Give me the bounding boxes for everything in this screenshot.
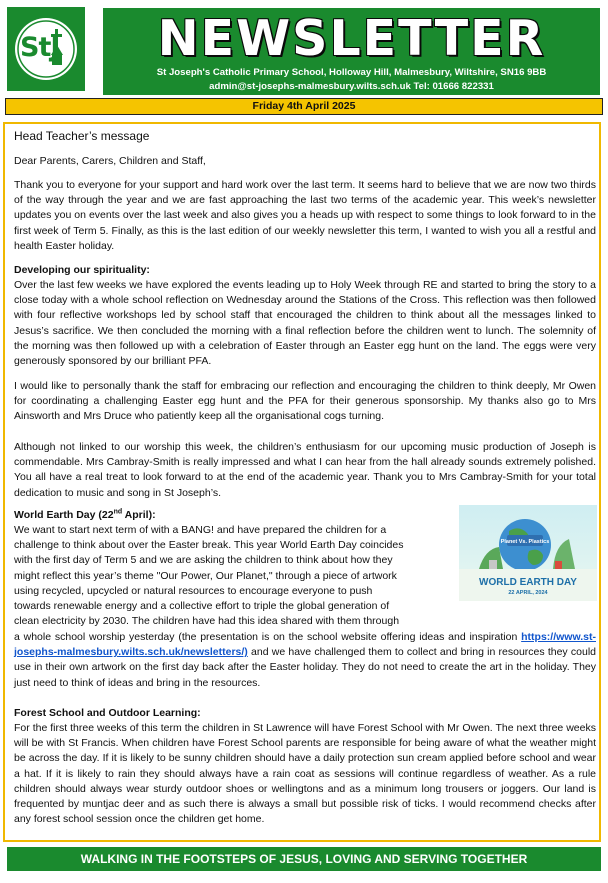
spirituality-paragraph-1: Over the last few weeks we have explored the events leading up to Holy Week through RE and started to bring the story to a close today with a whole school reflection on Wednesday around the Stations of the Cross. This reflection was then followed with four reflective workshops led by school staff that encouraged the children to think about all the messages linked to Jesus’s sacrifice. We then concluded the morning with a final reflection before the children went to lunch. The solemnity of the morning was then followed up with a celebration of Easter through an Easter egg hunt on the land. The eggs were very generously sponsored by our brilliant PFA. — [14, 279, 596, 368]
newsletter-body — [3, 122, 601, 842]
newsletter-title: NEWSLETTER — [157, 10, 546, 67]
image-date: 22 APRIL, 2024 — [508, 590, 548, 596]
earth-day-text-after-link: and we have challenged them to collect and bring in resources they could use in their own artwork on the first day back after the Easter holiday. They do not need to create the art in the holiday. They just need to think of ideas and bring in the resources. — [14, 646, 596, 689]
spirituality-paragraph-3: Although not linked to our worship this week, the children’s enthusiasm for our upcoming music production of Joseph is commendable. Mrs Cambray-Smith is really impressed and what I can hear from the hall already sounds extremely polished. You all have a real treat to look forward to at the end of the academic year. Thank you to Mrs Cambray-Smith for your total dedication to music and song in St Joseph’s. — [14, 441, 596, 499]
issue-date: Friday 4th April 2025 — [252, 100, 356, 112]
title-banner — [103, 8, 600, 95]
date-bar — [5, 98, 603, 115]
earth-day-heading-end: April): — [122, 509, 156, 521]
earth-day-line: challenge to think about over the Easter break. This year World Earth Day coincides — [14, 539, 404, 552]
earth-day-wrapped-lines — [14, 523, 459, 629]
school-address: St Joseph's Catholic Primary School, Holloway Hill, Malmesbury, Wiltshire, SN16 9BB — [156, 67, 547, 78]
earth-day-heading-sup: nd — [113, 508, 123, 516]
motto-footer — [7, 847, 601, 871]
intro-paragraph: Thank you to everyone for your support and hard work over the last term. It seems hard to believe that we are now two thirds of the way through the year and we are fast approaching the last two terms of the academic year. This week’s newsletter updates you on events over the last week and also gives you a heads up with respect to some things to look forward to in the first week of Term 5. Finally, as this is the last edition of our weekly newsletter this term, I wanted to wish you all a restful and health Easter holiday. — [14, 179, 596, 252]
newsletters-link[interactable]: https://www.st-josephs-malmesbury.wilts.sch.uk/newsletters/) — [14, 631, 596, 659]
earth-day-line: might reflect this year’s theme "Our Power, Our Planet," through a piece of artwork — [14, 569, 397, 582]
earth-day-image — [459, 505, 597, 601]
image-badge-text: Planet Vs. Plastics — [500, 539, 550, 545]
school-motto: WALKING IN THE FOOTSTEPS OF JESUS, LOVING AND SERVING TOGETHER — [80, 852, 528, 866]
earth-day-line: clean electricity by 2030. The children have had this idea shared with them through — [14, 615, 400, 628]
forest-school-paragraph: For the first three weeks of this term the children in St Lawrence will have Forest School with Mr Owen. The next three weeks will be with St Francis. When children have Forest School parents are responsible for being aware of what the weather might be across the day. If it is likely to be sunny children should have a daily protection sun cream applied before school and wear a hat. If it is likely to rain they should always have a rain coat as sessions will continue regardless of weather. As a rule children should always wear sturdy outdoor shoes or wellingtons and as a minimum long trousers or joggers. Our land is frequented by muntjac deer and as such there is always a small but possible risk of ticks. I would recommend checks after any forest school session once the children get home. — [14, 722, 596, 826]
earth-day-heading-start: World Earth Day (22 — [14, 509, 114, 521]
earth-day-paragraph-end — [14, 630, 596, 691]
earth-day-heading — [14, 508, 454, 523]
school-logo — [7, 7, 85, 91]
section-heading-headteacher: Head Teacher’s message — [14, 129, 150, 143]
greeting: Dear Parents, Carers, Children and Staff, — [14, 155, 206, 167]
spirituality-paragraph-2: I would like to personally thank the staff for embracing our reflection and encouraging the children to think deeply, Mr Owen for coordinating a challenging Easter egg hunt and the PFA for their generous sponsorship. My thanks also go to Mrs Ainsworth and Mrs Druce who patiently keep all the organisational cogs turning. — [14, 380, 596, 423]
earth-day-line: with the first day of Term 5 and we are asking the children to think about how they — [14, 554, 393, 567]
school-contact: admin@st-josephs-malmesbury.wilts.sch.uk Tel: 01666 822331 — [209, 81, 494, 92]
spirituality-heading: Developing our spirituality: — [14, 264, 150, 276]
earth-day-line: towards renewable energy and a collective effort to triple the global generation of — [14, 600, 390, 613]
logo-text: StJ — [20, 32, 60, 63]
earth-day-text-before-link: a whole school worship yesterday (the presentation is on the school website offering ideas and inspiration — [14, 631, 518, 643]
earth-day-line: We want to start next term of with a BANG! and have prepared the children for a — [14, 524, 387, 536]
earth-day-line: using recycled, upcycled or natural resources to encourage everyone to push — [14, 584, 373, 597]
image-caption: WORLD EARTH DAY — [479, 577, 577, 588]
forest-school-heading: Forest School and Outdoor Learning: — [14, 707, 201, 719]
newsletter-header — [0, 0, 608, 96]
